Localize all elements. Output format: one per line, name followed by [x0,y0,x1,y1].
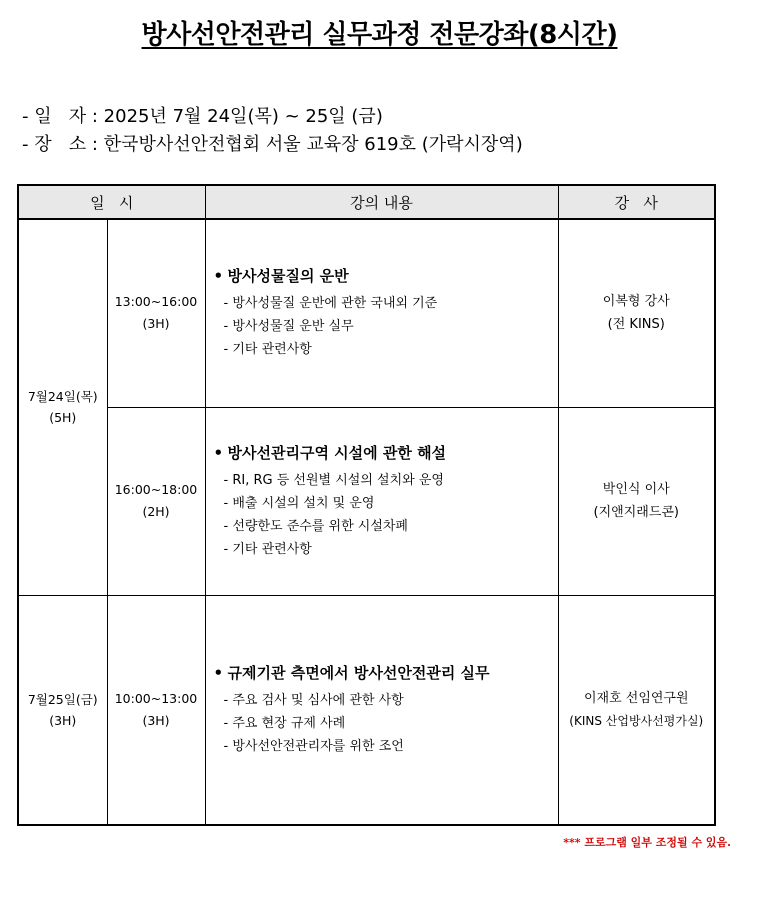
list-item: - 주요 현장 규제 사례 [223,715,346,731]
list-item: - 기타 관련사항 [223,342,312,358]
session-time: 13:00~16:00 [114,294,198,310]
session-topic: • 규제기관 측면에서 방사선안전관리 실무 [213,663,490,682]
instructor-affiliation: (전 KINS) [607,317,665,333]
table-row [18,219,715,407]
instructor-affiliation: (지앤지래드콘) [593,505,680,520]
bullet-icon: • [213,267,224,286]
table-row [18,407,715,595]
instructor-name: 이재호 선임연구원 [583,690,689,706]
content-cell [205,219,558,407]
day-date: 7월25일(금) [27,691,98,707]
session-time: 10:00~13:00 [114,690,198,706]
time-cell [107,219,205,407]
instructor-cell [558,219,715,407]
list-item: - 배출 시설의 설치 및 운영 [223,495,375,511]
header-instructor: 강 사 [558,185,715,219]
session-topic: • 방사선관리구역 시설에 관한 해설 [213,443,447,462]
session-time: 16:00~18:00 [114,482,198,497]
day-hours: (3H) [49,712,77,728]
content-cell [205,595,558,825]
session-topic: • 방사성물질의 운반 [213,267,349,286]
instructor-name: 박인식 이사 [602,482,670,497]
list-item: - 방사성물질 운반 실무 [223,319,354,335]
day-hours: (5H) [49,410,77,426]
schedule-table [17,184,716,826]
list-item: - 주요 검사 및 심사에 관한 사항 [223,692,404,708]
date-line: - 일 자 : 2025년 7월 24일(목) ~ 25일 (금) [22,106,383,127]
list-item: - RI, RG 등 선원별 시설의 설치와 운영 [223,472,444,488]
session-duration: (3H) [142,316,170,332]
session-duration: (3H) [142,712,170,728]
list-item: - 기타 관련사항 [223,541,312,557]
place-line: - 장 소 : 한국방사선안전협회 서울 교육장 619호 (가락시장역) [22,134,523,155]
header-datetime: 일 시 [18,185,205,219]
list-item: - 선량한도 준수를 위한 시설차폐 [223,518,408,534]
list-item: - 방사성물질 운반에 관한 국내외 기준 [223,296,438,312]
day-cell [18,595,107,825]
bullet-icon: • [213,443,224,462]
day-date: 7월24일(목) [27,389,98,405]
table-header-row [18,185,715,219]
page-title: 방사선안전관리 실무과정 전문강좌(8시간) [141,20,618,50]
list-item: - 방사선안전관리자를 위한 조언 [223,738,404,754]
instructor-cell [558,407,715,595]
time-cell [107,595,205,825]
instructor-affiliation: (KINS 산업방사선평가실) [569,713,704,728]
instructor-name: 이복형 강사 [602,294,670,310]
content-cell [205,407,558,595]
session-duration: (2H) [142,504,170,519]
time-cell [107,407,205,595]
bullet-icon: • [213,663,224,682]
table-row [18,595,715,825]
header-content: 강의 내용 [205,185,558,219]
day-cell [18,219,107,595]
instructor-cell [558,595,715,825]
schedule-note: *** 프로그램 일부 조정될 수 있음. [563,836,731,849]
